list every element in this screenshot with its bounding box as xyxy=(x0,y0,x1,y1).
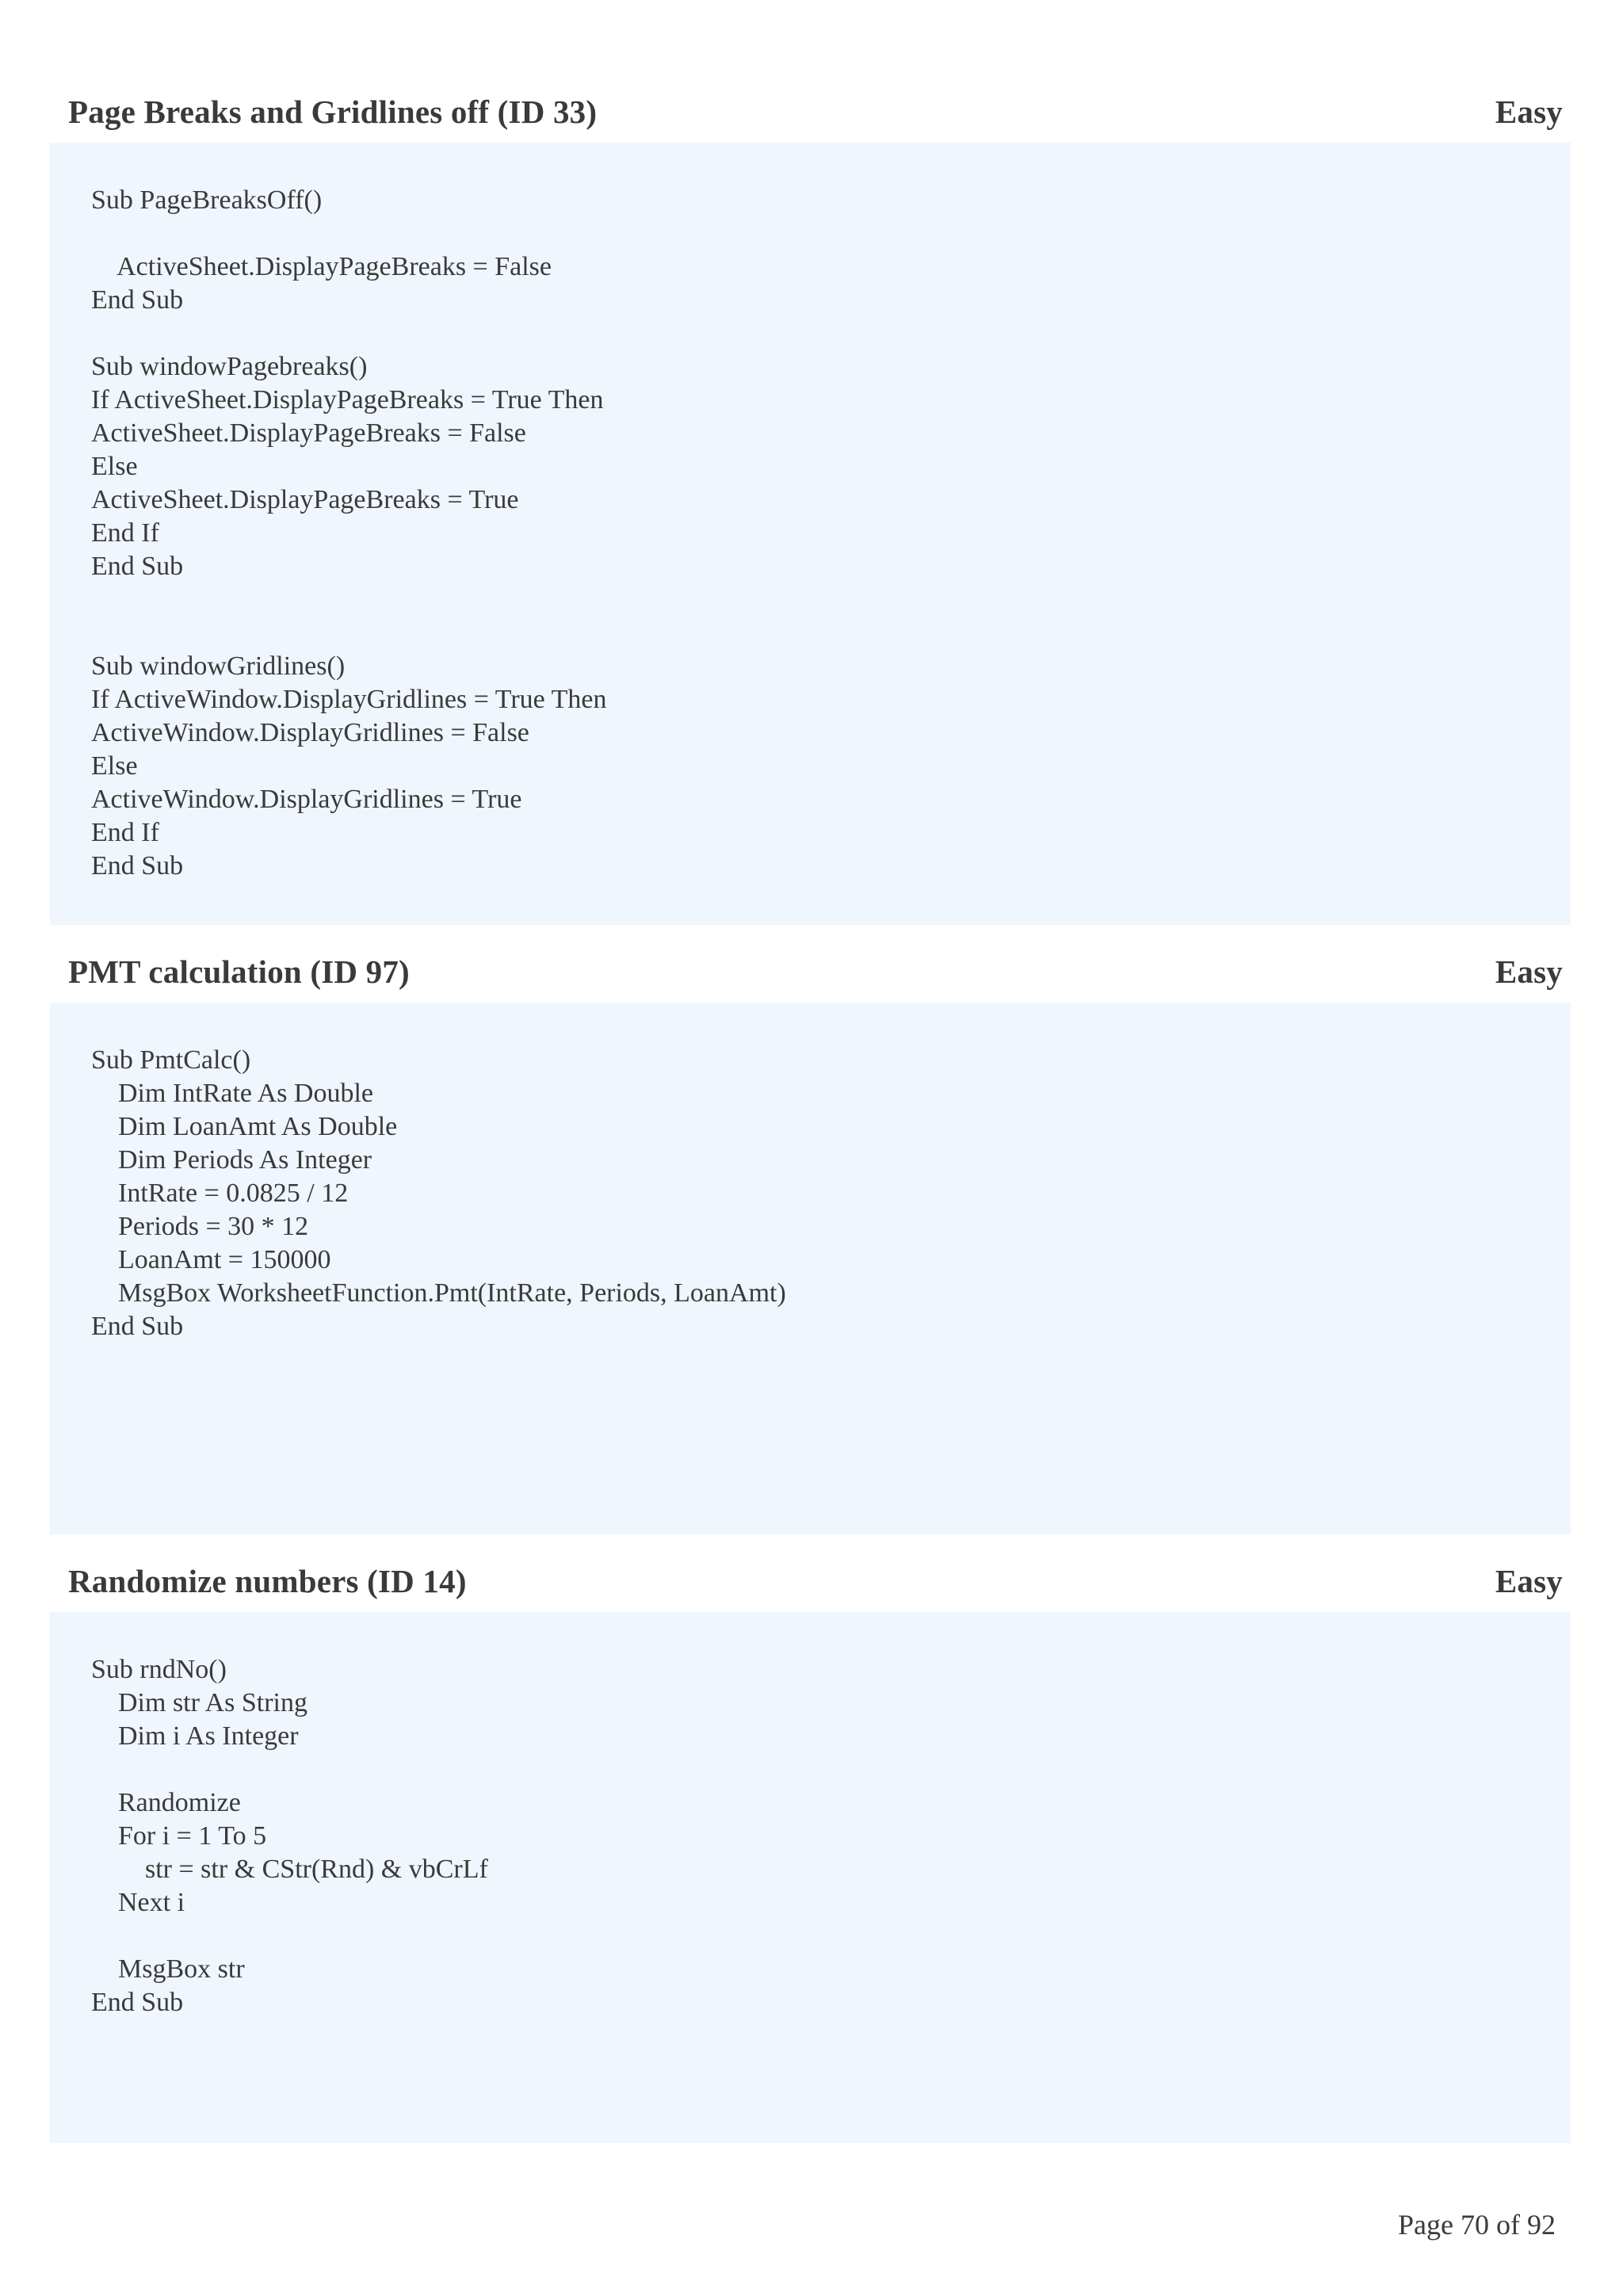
code-line: Dim Periods As Integer xyxy=(91,1145,372,1175)
section-title: PMT calculation (ID 97) xyxy=(68,953,410,990)
code-line: ActiveSheet.DisplayPageBreaks = False xyxy=(91,418,526,448)
code-line: MsgBox str xyxy=(91,1954,245,1984)
code-line xyxy=(91,583,1571,617)
code-line: MsgBox WorksheetFunction.Pmt(IntRate, Periods, LoanAmt) xyxy=(91,1278,786,1308)
code-line: Sub windowGridlines() xyxy=(91,651,346,681)
code-line: If ActiveSheet.DisplayPageBreaks = True Then xyxy=(91,385,604,415)
code-line: Dim i As Integer xyxy=(91,1721,299,1751)
code-line: LoanAmt = 150000 xyxy=(91,1245,331,1274)
code-line xyxy=(91,1920,1571,1953)
code-line: End Sub xyxy=(91,851,184,881)
code-line: End Sub xyxy=(91,1312,184,1341)
code-line xyxy=(91,617,1571,650)
code-line: Else xyxy=(91,751,138,781)
code-line: Else xyxy=(91,452,138,481)
code-line: Sub rndNo() xyxy=(91,1655,227,1684)
code-line: ActiveSheet.DisplayPageBreaks = False xyxy=(91,252,552,281)
code-line: Next i xyxy=(91,1888,185,1917)
page-number: Page 70 of 92 xyxy=(1398,2209,1556,2241)
code-line: Dim IntRate As Double xyxy=(91,1079,374,1108)
code-block xyxy=(50,143,1571,925)
section-title: Page Breaks and Gridlines off (ID 33) xyxy=(68,94,598,130)
code-block xyxy=(50,1612,1571,2143)
code-line: For i = 1 To 5 xyxy=(91,1821,267,1851)
code-line: Dim str As String xyxy=(91,1688,307,1717)
code-line: IntRate = 0.0825 / 12 xyxy=(91,1179,349,1208)
code-line xyxy=(91,217,1571,250)
code-line xyxy=(91,317,1571,350)
code-line: Sub PageBreaksOff() xyxy=(91,185,323,215)
code-line xyxy=(91,1753,1571,1786)
code-block xyxy=(50,1003,1571,1534)
section-header xyxy=(68,948,1563,995)
code-line: Sub PmtCalc() xyxy=(91,1045,251,1075)
code-line: Randomize xyxy=(91,1788,241,1817)
code-line: If ActiveWindow.DisplayGridlines = True Then xyxy=(91,685,607,714)
section-title: Randomize numbers (ID 14) xyxy=(68,1563,467,1599)
code-line: End Sub xyxy=(91,1988,184,2017)
code-line: End Sub xyxy=(91,285,184,315)
code-line: End Sub xyxy=(91,552,184,581)
code-line: ActiveSheet.DisplayPageBreaks = True xyxy=(91,485,519,514)
difficulty-label: Easy xyxy=(1495,1563,1563,1599)
code-line: ActiveWindow.DisplayGridlines = False xyxy=(91,718,529,747)
difficulty-label: Easy xyxy=(1495,953,1563,990)
section-header xyxy=(68,1557,1563,1605)
code-line: End If xyxy=(91,518,159,548)
code-line: Dim LoanAmt As Double xyxy=(91,1112,398,1141)
code-line: ActiveWindow.DisplayGridlines = True xyxy=(91,785,522,814)
code-line: str = str & CStr(Rnd) & vbCrLf xyxy=(91,1855,488,1884)
difficulty-label: Easy xyxy=(1495,94,1563,130)
code-line: Periods = 30 * 12 xyxy=(91,1212,309,1241)
section-header xyxy=(68,88,1563,136)
code-line: End If xyxy=(91,818,159,847)
code-line: Sub windowPagebreaks() xyxy=(91,352,368,381)
